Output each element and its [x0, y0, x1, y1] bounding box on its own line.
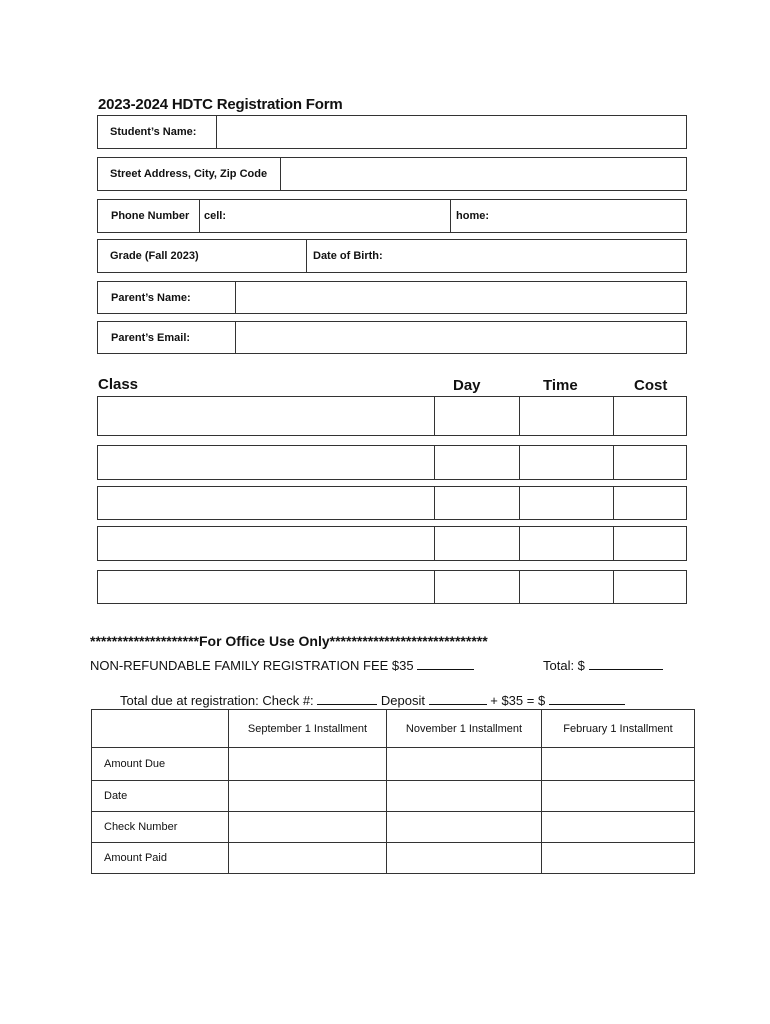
- total-blank[interactable]: [589, 657, 663, 670]
- time-cell[interactable]: [521, 397, 613, 435]
- divider: [613, 527, 614, 560]
- divider: [306, 240, 307, 272]
- class-cell[interactable]: [98, 397, 434, 435]
- student-name-label: Student’s Name:: [110, 126, 197, 138]
- street-address-label: Street Address, City, Zip Code: [110, 168, 268, 180]
- total-label: Total: $: [543, 658, 585, 673]
- class-row: [97, 526, 687, 561]
- parent-name-field[interactable]: [237, 282, 686, 313]
- table-cell[interactable]: [387, 843, 542, 874]
- divider: [613, 397, 614, 435]
- plus-fee-label: + $35 = $: [490, 693, 546, 708]
- form-title: 2023-2024 HDTC Registration Form: [98, 96, 343, 113]
- parent-email-row: [97, 321, 687, 354]
- grade-field[interactable]: [98, 240, 306, 272]
- divider: [280, 158, 281, 190]
- class-row: [97, 486, 687, 520]
- column-header: September 1 Installment: [229, 710, 387, 748]
- class-row: [97, 396, 687, 436]
- fee-blank[interactable]: [417, 657, 474, 670]
- divider: [613, 571, 614, 603]
- divider: [235, 282, 236, 313]
- corner-cell: [92, 710, 229, 748]
- installment-table: [91, 709, 695, 874]
- total-line: [543, 657, 663, 673]
- divider: [434, 487, 435, 519]
- table-cell[interactable]: [387, 812, 542, 843]
- divider: [434, 397, 435, 435]
- divider: [434, 571, 435, 603]
- phone-number-label: Phone Number: [111, 210, 190, 222]
- divider: [613, 487, 614, 519]
- cost-cell[interactable]: [615, 487, 686, 519]
- grade-label: Grade (Fall 2023): [110, 250, 199, 262]
- class-cell[interactable]: [98, 446, 434, 479]
- grade-dob-row: [97, 239, 687, 273]
- divider: [519, 571, 520, 603]
- divider: [434, 446, 435, 479]
- total-due-blank[interactable]: [549, 692, 625, 705]
- cell-phone-field[interactable]: [201, 200, 450, 232]
- divider: [519, 397, 520, 435]
- parent-email-label: Parent’s Email:: [111, 331, 191, 344]
- total-due-line: [120, 692, 625, 708]
- cost-cell[interactable]: [615, 571, 686, 603]
- table-cell[interactable]: [229, 843, 387, 874]
- registration-fee-text: NON-REFUNDABLE FAMILY REGISTRATION FEE $35: [90, 658, 414, 673]
- row-label: Amount Due: [92, 748, 229, 781]
- day-cell[interactable]: [436, 397, 519, 435]
- time-cell[interactable]: [521, 527, 613, 560]
- parent-name-row: [97, 281, 687, 314]
- divider: [235, 322, 236, 353]
- cost-cell[interactable]: [615, 446, 686, 479]
- column-header: February 1 Installment: [542, 710, 695, 748]
- divider: [199, 200, 200, 232]
- check-number-blank[interactable]: [317, 692, 377, 705]
- divider: [450, 200, 451, 232]
- time-cell[interactable]: [521, 571, 613, 603]
- home-phone-field[interactable]: [452, 200, 686, 232]
- divider: [216, 116, 217, 148]
- class-row: [97, 570, 687, 604]
- row-label: Check Number: [92, 812, 229, 843]
- phone-number-row: [97, 199, 687, 233]
- table-cell[interactable]: [542, 748, 695, 781]
- table-cell[interactable]: [542, 843, 695, 874]
- table-cell[interactable]: [387, 781, 542, 812]
- parent-email-field[interactable]: [237, 322, 686, 353]
- table-cell[interactable]: [229, 748, 387, 781]
- divider: [519, 446, 520, 479]
- table-cell[interactable]: [229, 812, 387, 843]
- class-cell[interactable]: [98, 571, 434, 603]
- day-cell[interactable]: [436, 446, 519, 479]
- cell-label: cell:: [204, 210, 227, 222]
- day-cell[interactable]: [436, 571, 519, 603]
- day-header: Day: [453, 377, 481, 394]
- class-cell[interactable]: [98, 527, 434, 560]
- divider: [434, 527, 435, 560]
- student-name-field[interactable]: [218, 116, 686, 148]
- time-header: Time: [543, 377, 578, 394]
- deposit-label: Deposit: [380, 693, 425, 708]
- table-cell[interactable]: [542, 781, 695, 812]
- cost-header: Cost: [634, 377, 668, 394]
- check-number-label: Total due at registration: Check #:: [120, 693, 314, 708]
- street-address-row: [97, 157, 687, 191]
- row-label: Date: [92, 781, 229, 812]
- registration-fee-line: [90, 657, 474, 673]
- deposit-blank[interactable]: [429, 692, 487, 705]
- row-label: Amount Paid: [92, 843, 229, 874]
- day-cell[interactable]: [436, 527, 519, 560]
- time-cell[interactable]: [521, 446, 613, 479]
- cost-cell[interactable]: [615, 527, 686, 560]
- time-cell[interactable]: [521, 487, 613, 519]
- day-cell[interactable]: [436, 487, 519, 519]
- table-cell[interactable]: [229, 781, 387, 812]
- divider: [613, 446, 614, 479]
- date-of-birth-label: Date of Birth:: [313, 250, 383, 262]
- home-label: home:: [456, 210, 489, 222]
- student-name-row: [97, 115, 687, 149]
- date-of-birth-field[interactable]: [308, 240, 686, 272]
- class-header: Class: [98, 376, 139, 393]
- class-row: [97, 445, 687, 480]
- cost-cell[interactable]: [615, 397, 686, 435]
- parent-name-label: Parent’s Name:: [111, 291, 191, 304]
- street-address-field[interactable]: [282, 158, 686, 190]
- divider: [519, 487, 520, 519]
- divider: [519, 527, 520, 560]
- office-use-banner: ********************For Office Use Only*****************************: [90, 633, 488, 649]
- class-cell[interactable]: [98, 487, 434, 519]
- table-cell[interactable]: [542, 812, 695, 843]
- column-header: November 1 Installment: [387, 710, 542, 748]
- table-cell[interactable]: [387, 748, 542, 781]
